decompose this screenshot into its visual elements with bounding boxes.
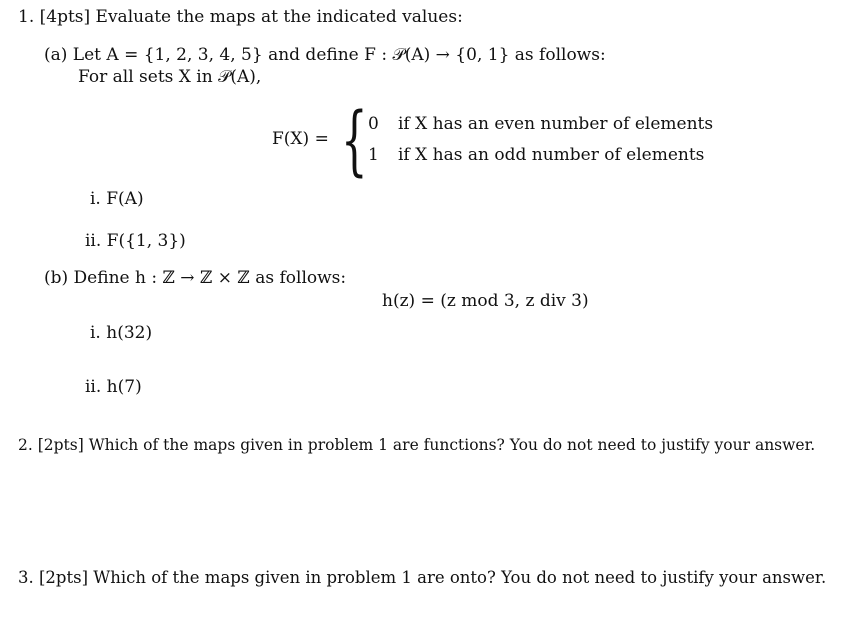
part-a-item-i: i. F(A)	[90, 189, 144, 209]
problem-2-text: 2. [2pts] Which of the maps given in problem 1 are functions? You do not need to justify your answer.	[18, 436, 816, 454]
problem-1-header: 1. [4pts] Evaluate the maps at the indicated values:	[18, 7, 463, 27]
case-1-value: 1	[368, 145, 379, 165]
part-a-intro: (a) Let A = {1, 2, 3, 4, 5} and define F : 𝒫(A) → {0, 1} as follows:	[44, 45, 606, 65]
part-b-formula: h(z) = (z mod 3, z div 3)	[382, 291, 589, 311]
part-b-intro: (b) Define h : ℤ → ℤ × ℤ as follows:	[44, 268, 347, 288]
left-brace: {	[341, 95, 368, 184]
case-0-condition: if X has an even number of elements	[398, 114, 714, 134]
problem-3-text: 3. [2pts] Which of the maps given in problem 1 are onto? You do not need to justify your answer.	[18, 568, 827, 587]
part-a-item-ii: ii. F({1, 3})	[85, 231, 186, 251]
case-0-value: 0	[368, 114, 379, 134]
part-b-item-i: i. h(32)	[90, 323, 153, 343]
case-1-condition: if X has an odd number of elements	[398, 145, 705, 165]
part-a-for-all: For all sets X in 𝒫(A),	[78, 67, 262, 87]
part-b-item-ii: ii. h(7)	[85, 377, 142, 397]
function-lhs: F(X) =	[272, 129, 329, 149]
